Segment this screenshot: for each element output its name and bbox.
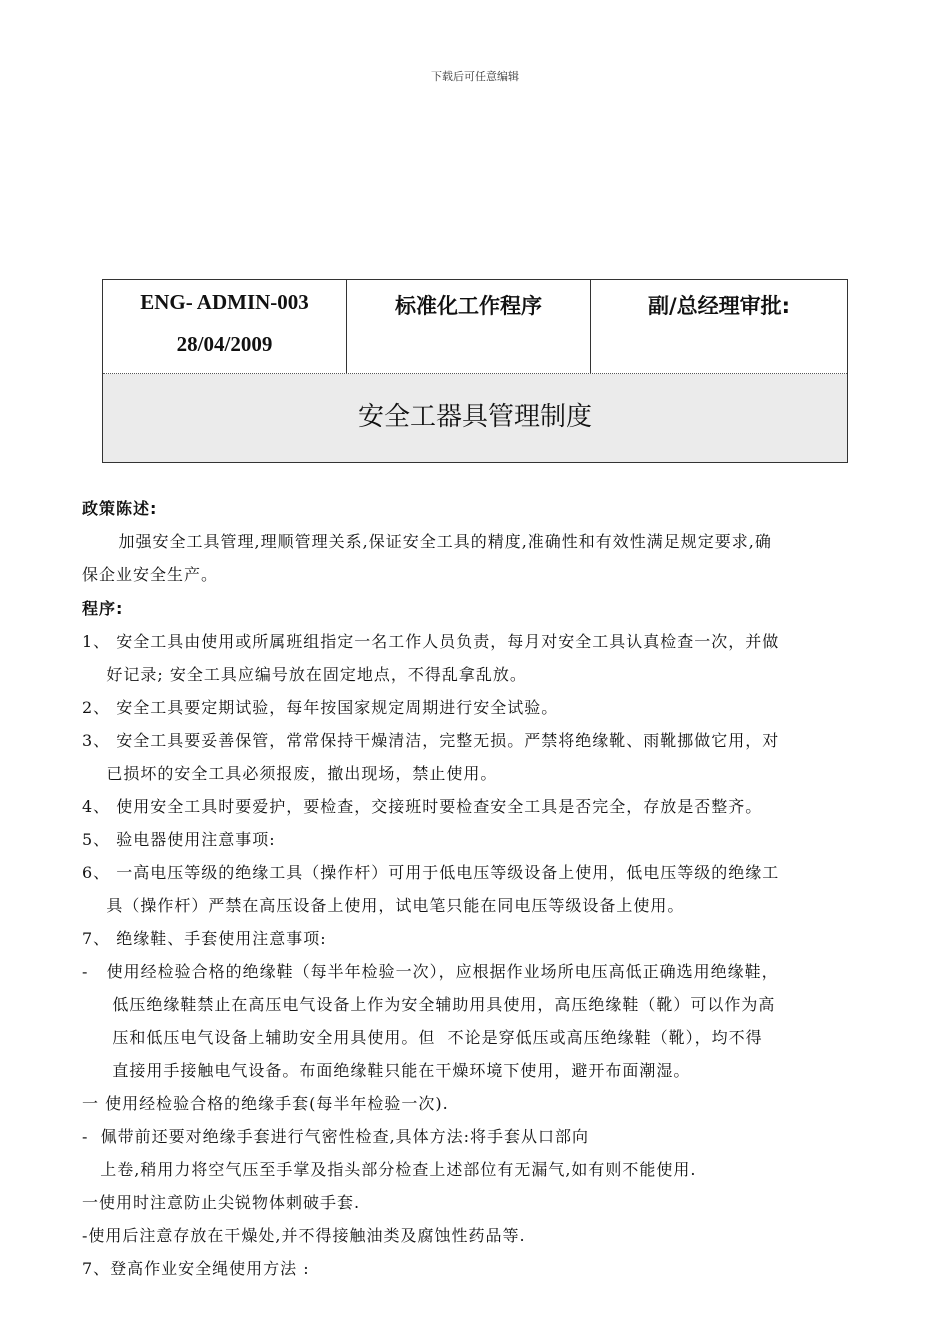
list-item: -使用后注意存放在干燥处,并不得接触油类及腐蚀性药品等. — [82, 1226, 526, 1245]
header-row — [103, 280, 847, 374]
doc-type: 标准化工作程序 — [395, 294, 542, 318]
list-item: 5、 验电器使用注意事项: — [82, 830, 276, 849]
title-row — [103, 374, 847, 462]
list-item: 直接用手接触电气设备。布面绝缘鞋只能在干燥环境下使用，避开布面潮湿。 — [82, 1061, 691, 1080]
list-item: 一使用时注意防止尖锐物体刺破手套. — [82, 1193, 361, 1212]
doc-type-cell — [347, 280, 591, 373]
list-item: 3、 安全工具要妥善保管，常常保持干燥清洁，完整无损。严禁将绝缘靴、雨靴挪做它用，对 — [82, 731, 780, 750]
list-item: 2、 安全工具要定期试验，每年按国家规定周期进行安全试验。 — [82, 698, 559, 717]
page-title: 安全工器具管理制度 — [357, 402, 592, 432]
document-header-table — [102, 279, 848, 463]
watermark: 下载后可任意编辑 — [431, 70, 519, 83]
approval-label: 副/总经理审批: — [647, 294, 791, 318]
doc-id-cell — [103, 280, 347, 373]
list-item: 7、登高作业安全绳使用方法 : — [82, 1259, 310, 1278]
list-item: - 佩带前还要对绝缘手套进行气密性检查,具体方法:将手套从口部向 — [82, 1127, 590, 1146]
list-item: 7、 绝缘鞋、手套使用注意事项: — [82, 929, 327, 948]
section-heading: 政策陈述: — [82, 499, 158, 518]
body-line: 保企业安全生产。 — [82, 565, 219, 584]
section-heading: 程序: — [82, 599, 124, 618]
list-item: 上卷,稍用力将空气压至手掌及指头部分检查上述部位有无漏气,如有则不能使用. — [82, 1160, 697, 1179]
list-item: - 使用经检验合格的绝缘鞋（每半年检验一次），应根据作业场所电压高低正确选用绝缘鞋， — [82, 962, 779, 981]
list-item: 好记录; 安全工具应编号放在固定地点，不得乱拿乱放。 — [82, 665, 527, 684]
list-item: 具（操作杆）严禁在高压设备上使用，试电笔只能在同电压等级设备上使用。 — [82, 896, 685, 915]
approval-cell — [591, 280, 847, 373]
list-item: 已损坏的安全工具必须报废，撤出现场，禁止使用。 — [82, 764, 498, 783]
doc-date: 28/04/2009 — [176, 332, 273, 356]
list-item: 6、 一高电压等级的绝缘工具（操作杆）可用于低电压等级设备上使用，低电压等级的绝缘工 — [82, 863, 780, 882]
body-line: 加强安全工具管理,理顺管理关系,保证安全工具的精度,准确性和有效性满足规定要求,确 — [82, 532, 772, 551]
doc-code: ENG- ADMIN-003 — [140, 290, 309, 314]
list-item: 压和低压电气设备上辅助安全用具使用。但 不论是穿低压或高压绝缘鞋（靴），均不得 — [82, 1028, 763, 1047]
list-item: 一 使用经检验合格的绝缘手套(每半年检验一次). — [82, 1094, 449, 1113]
list-item: 4、 使用安全工具时要爱护，要检查，交接班时要检查安全工具是否完全，存放是否整齐。 — [82, 797, 763, 816]
list-item: 低压绝缘鞋禁止在高压电气设备上作为安全辅助用具使用，高压绝缘鞋（靴）可以作为高 — [82, 995, 776, 1014]
list-item: 1、 安全工具由使用或所属班组指定一名工作人员负责，每月对安全工具认真检查一次，并做 — [82, 632, 780, 651]
